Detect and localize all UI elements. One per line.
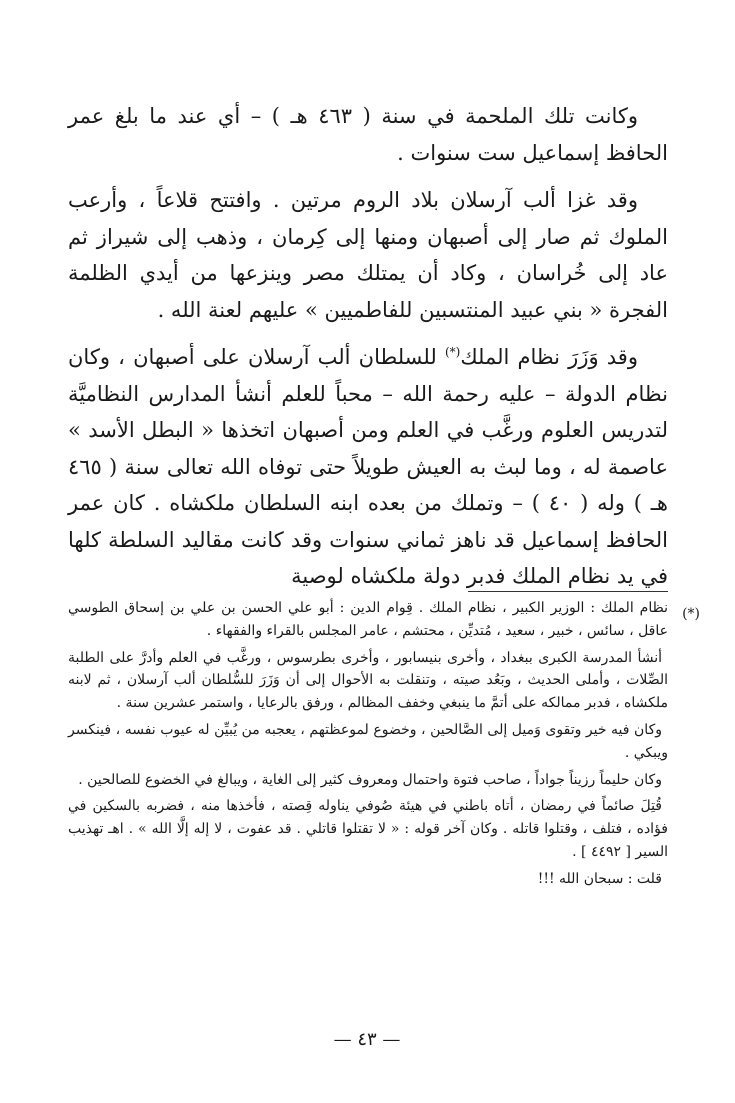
- footnote-paragraph-3: وكان فيه خير وتقوى وَميل إلى الصَّالحين ، وخضوع لموعظتهم ، يعجبه من يُبيِّن له عيوب نفسه ، فينكسر ويبكي .: [68, 721, 668, 761]
- paragraph-3-rest: للسلطان ألب آرسلان على أصبهان ، وكان نظام الدولة – عليه رحمة الله – محباً للعلم أنشأ المدارس النظاميَّة لتدريس العلوم ورغَّب في العلم ومن أصبهان اتخذها « البطل الأسد » عاصمة له ، وما لبث به العيش طويلاً حتى توفاه الله تعالى سنة ( ٤٦٥ هـ ) وله ( ٤٠ ) – وتملك من بعده ابنه السلطان ملكشاه . كان عمر الحافظ إسماعيل قد ناهز ثماني سنوات وقد كانت مقاليد السلطة كلها في يد نظام الملك فدبر دولة ملكشاه لوصية: [68, 345, 668, 588]
- footnote-paragraph-5: قُتِلَ صائماً في رمضان ، أتاه باطني في هيئة صُوفي يناوله قِصته ، فأخذها منه ، فضربه بالسكين في فؤاده ، فتلف ، وقتلوا قاتله . وكان آخر قوله : « لا تقتلوا قاتلي . قد عفوت ، لا إله إلَّا الله » . اهـ تهذيب السير [ ٤٤٩٢ ] .: [68, 798, 668, 860]
- paragraph-3-start: وقد وَزَرَ نظام الملك: [460, 345, 638, 369]
- footnote-paragraph-1: نظام الملك : الوزير الكبير ، نظام الملك . قِوام الدين : أبو علي الحسن بن علي بن إسحاق الطوسي عاقل ، سائس ، خبير ، سعيد ، مُتديِّن ، محتشم ، عامر المجلس بالقراء والفقهاء .: [68, 600, 668, 639]
- footnote-paragraph-2: أنشأ المدرسة الكبرى ببغداد ، وأخرى بنيسابور ، وأخرى بطرسوس ، ورغَّب في العلم وأدرَّ على الطلبة الصِّلات ، وأملى الحديث ، وبَعُد صيته ، وتنقلت به الأحوال إلى أن وَزَرَ للسُّلطان ألب آرسلان ، ثم لابنه ملكشاه ، فدبر ممالكه على أتمَّ ما ينبغي وخفف المظالم ، ورفق بالرعايا ، واستمر عشرين سنة .: [68, 649, 668, 712]
- paragraph-1: وكانت تلك الملحمة في سنة ( ٤٦٣ هـ ) – أي عند ما بلغ عمر الحافظ إسماعيل ست سنوات .: [68, 104, 668, 165]
- footnote-reference[interactable]: (*): [444, 345, 461, 359]
- footnote-paragraph-6: قلت : سبحان الله !!!: [537, 870, 662, 887]
- footnote-marker: (*): [682, 606, 700, 622]
- footnote-separator: [468, 591, 668, 592]
- paragraph-2: وقد غزا ألب آرسلان بلاد الروم مرتين . وافتتح قلاعاً ، وأرعب الملوك ثم صار إلى أصبهان ومنها إلى كِرمان ، وذهب إلى شيراز ثم عاد إلى خُراسان ، وكاد أن يمتلك مصر وينزعها من أيدي الظلمة الفجرة « بني عبيد المنتسبين للفاطميين » عليهم لعنة الله .: [68, 188, 668, 322]
- page-number: — ٤٣ —: [333, 1029, 401, 1050]
- footnote-paragraph-4: وكان حليماً رزيناً جواداً ، صاحب فتوة واحتمال ومعروف كثير إلى الغاية ، ويبالغ في الخضوع للصالحين .: [78, 771, 662, 788]
- main-text: [68, 98, 668, 595]
- footnotes: [68, 597, 668, 891]
- paragraph-3: [68, 339, 668, 595]
